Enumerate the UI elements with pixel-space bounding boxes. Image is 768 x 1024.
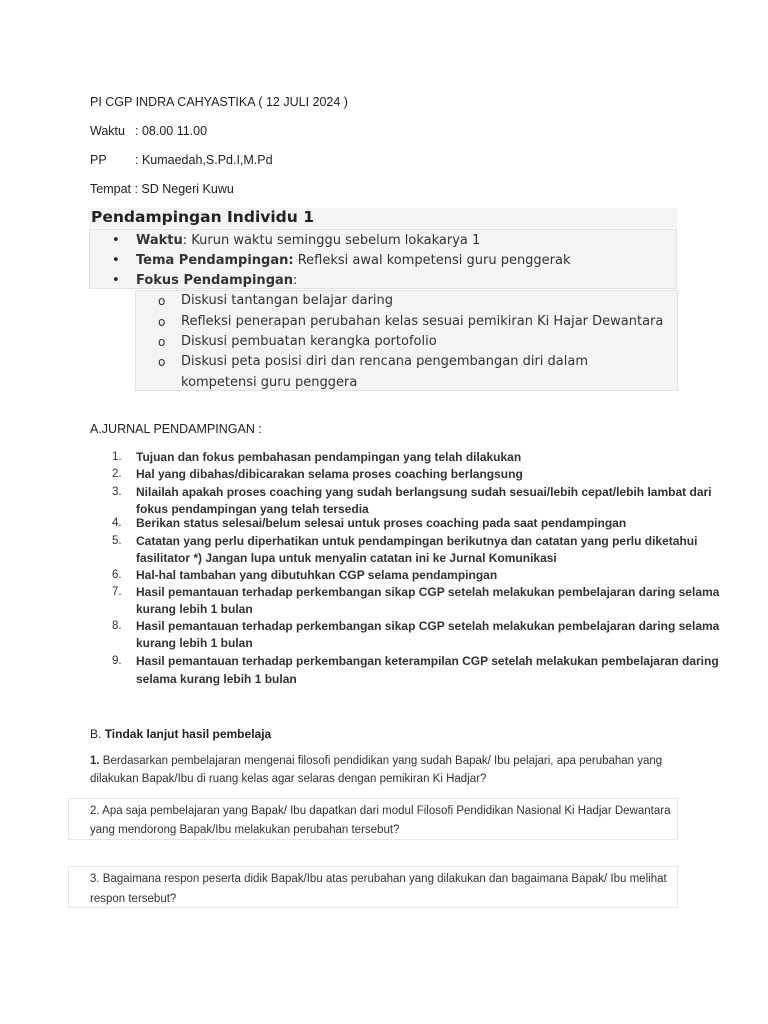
waktu-line [90,124,207,138]
jurnal-item: Berikan status selesai/belum selesai untuk proses coaching pada saat pendampingan [136,516,627,530]
jurnal-item: Catatan yang perlu diperhatikan untuk pendampingan berikutnya dan catatan yang perlu diketahui [136,534,698,548]
tempat-line: Tempat : SD Negeri Kuwu [90,182,234,196]
jurnal-number: 2. [112,468,122,480]
tindak-heading [90,727,271,741]
jurnal-item-continuation: fasilitator *) Jangan lupa untuk menyalin catatan ini ke Jurnal Komunikasi [136,551,557,565]
bullet-item-waktu [136,233,480,248]
pp-label: PP [90,153,107,167]
question-number: 2. [90,805,100,817]
sub-marker: o [158,355,166,369]
jurnal-number: 4. [112,517,122,529]
bullet-text: : [293,273,298,288]
bullet-marker: • [112,233,120,248]
section-heading: Pendampingan Individu 1 [91,208,314,226]
jurnal-item: Tujuan dan fokus pembahasan pendampingan yang telah dilakukan [136,450,522,464]
jurnal-item: Hal yang dibahas/dibicarakan selama proses coaching berlangsung [136,467,523,481]
waktu-label: Waktu [90,124,125,138]
sub-item: Diskusi peta posisi diri dan rencana pengembangan diri dalam [181,354,588,369]
bullet-marker: • [112,273,120,288]
jurnal-title: A.JURNAL PENDAMPINGAN : [90,422,262,436]
question-1 [90,755,662,767]
jurnal-number: 3. [112,486,122,498]
tindak-bold-2: lanjut hasil pembelaja [146,727,272,741]
jurnal-item: Hal-hal tambahan yang dibutuhkan CGP selama pendampingan [136,568,498,582]
jurnal-item-continuation: kurang lebih 1 bulan [136,636,253,650]
jurnal-item-continuation: fokus pendampingan yang telah tersedia [136,502,369,516]
sub-item: Diskusi pembuatan kerangka portofolio [181,334,437,349]
jurnal-number: 6. [112,569,122,581]
sub-item: Diskusi tantangan belajar daring [181,293,394,308]
bullet-marker: • [112,253,120,268]
question-text: Apa saja pembelajaran yang Bapak/ Ibu dapatkan dari modul Filosofi Pendidikan Nasional Ki Hadjar Dewantara [99,805,671,817]
sub-marker: o [158,335,166,349]
bullet-text: : Kurun waktu seminggu sebelum lokakarya 1 [182,233,481,248]
question-number: 3. [90,873,100,885]
bullet-label: Fokus Pendampingan [136,273,294,288]
document-title: PI CGP INDRA CAHYASTIKA ( 12 JULI 2024 ) [90,95,348,109]
question-3 [90,873,667,885]
question-text: Berdasarkan pembelajaran mengenai filosofi pendidikan yang sudah Bapak/ Ibu pelajari, apa perubahan yang [99,755,663,767]
tindak-prefix: B. [90,727,102,741]
waktu-value: : 08.00 11.00 [135,124,208,138]
jurnal-number: 5. [112,535,122,547]
jurnal-number: 9. [112,655,122,667]
question-number: 1. [90,755,100,767]
sub-marker: o [158,294,166,308]
sub-marker: o [158,315,166,329]
tindak-bold-1: Tindak [104,727,144,741]
bullet-text: Refleksi awal kompetensi guru penggerak [293,253,571,268]
question-1-continuation: dilakukan Bapak/Ibu di ruang kelas agar selaras dengan pemikiran Ki Hadjar? [90,773,487,785]
sub-item: Refleksi penerapan perubahan kelas sesuai pemikiran Ki Hajar Dewantara [181,314,664,329]
question-3-continuation: respon tersebut? [90,893,177,905]
jurnal-number: 1. [112,451,122,463]
jurnal-item: Hasil pemantauan terhadap perkembangan sikap CGP setelah melakukan pembelajaran daring selama [136,585,720,599]
question-text: Bagaimana respon peserta didik Bapak/Ibu atas perubahan yang dilakukan dan bagaimana Bapak/ Ibu melihat [99,873,667,885]
jurnal-item: Nilailah apakah proses coaching yang sudah berlangsung sudah sesuai/lebih cepat/lebih lambat dari [136,485,712,499]
bullet-item-fokus [136,273,297,288]
pp-line [90,153,273,167]
question-2-continuation: yang mendorong Bapak/Ibu melakukan perubahan tersebut? [90,824,400,836]
jurnal-item-continuation: kurang lebih 1 bulan [136,602,253,616]
jurnal-item-continuation: selama kurang lebih 1 bulan [136,672,297,686]
bullet-label: Tema Pendampingan: [136,253,294,268]
jurnal-item: Hasil pemantauan terhadap perkembangan sikap CGP setelah melakukan pembelajaran daring selama [136,619,720,633]
jurnal-number: 8. [112,620,122,632]
question-2 [90,805,670,817]
sub-item-continuation: kompetensi guru penggera [181,375,358,390]
jurnal-item: Hasil pemantauan terhadap perkembangan keterampilan CGP setelah melakukan pembelajaran daring [136,654,719,668]
jurnal-number: 7. [112,586,122,598]
bullet-item-tema [136,253,571,268]
pp-value: : Kumaedah,S.Pd.I,M.Pd [135,153,273,167]
bullet-label: Waktu [136,233,183,248]
